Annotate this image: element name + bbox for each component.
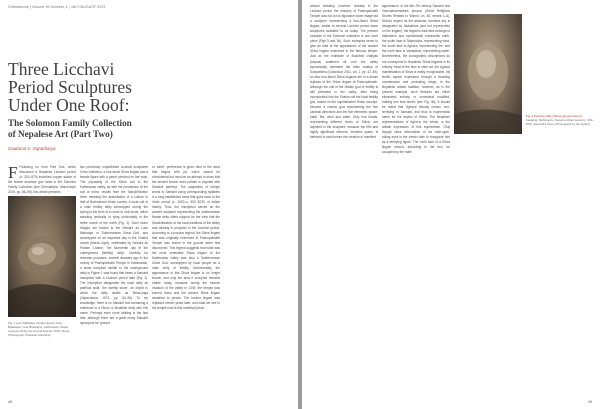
left-page xyxy=(0,0,298,409)
fig2-caption xyxy=(526,114,594,126)
left-column-2: two previously unpublished Licchavi sculptures in the collection, a four-faced Shiva lingam and a female figure with a parrot perched on her wrist. The popularity of the Shiva cult in the Kathmandu valley, as with the prevalence of the cult of Indra, results from the Sanskritization there meaning the assimilation of a culture to that of Brahminical Hindu society. A local cult of a male fertility deity worshipped during the spring in the form of a round or oval stone, either standing vertically or lying horizontally in the fertile womb of the earth (Fig. 1). Such stone images are known to the Newars as Luku Mahadya, or 'Subterranean Great God', and worshipped on an important day in the Chaitra month (March–April), celebrated by Newars as Paham Chahre, 'the fourteenth day of the underground (fertility) deity'. Usefully for research purposes, several decades ago in the vicinity of Pashupatinath Temple in Kathmandu, a stone sculpture similar to the underground deity in Figure 1 was found that bears a Sanskrit inscription with a Licchavi period date (Fig. 2). The inscription designates the local deity as parthiva shila, 'the earthly stone', an object in which the deity dwells as Shiva-linga (Vajracharya, 1973, pp. 54–55). To my knowledge, there is no Sanskrit text containing a reference to a Hindu or Buddhist deity with this name. Perhaps even more striking is the fact that, although there are a great many Sanskrit synonyms for 'ground' xyxy=(80,165,148,326)
left-column-1 xyxy=(8,165,76,195)
intro-paragraph: Following on from Part One, which discussed a Nepalese Licchavi period (c. 300–879) inscribed copper statue of the Newar ancestor god Indra in the Solomon Family Collection (see Orientations, March/April 2019, pp. 86–95), this article presents xyxy=(8,165,76,195)
fig2-photo-parthiva-shila xyxy=(454,14,522,134)
right-page xyxy=(302,0,600,409)
running-head: Orientations | Volume 50 Number 4 | JULY/AUGUST 2019 xyxy=(8,5,106,9)
fig2-caption-title: Fig. 2 Parthiva shila ('Shiva (ground stone)') xyxy=(526,114,583,118)
author-byline[interactable]: Gautama V. Vajracharya xyxy=(8,146,56,151)
stone-image-icon xyxy=(8,196,76,317)
article-title: Three Licchavi Period Sculptures Under One Roof: xyxy=(8,59,132,115)
right-column-2: appearance. In the 6th–7th century Sanskrit text Vishnudharmottara purana (Great Religious Stories Related to Vishnu; ch. 48, verses 1–6), Shiva's aspect as the absolute, formless sky is designated as Sadashiva (and not represented on the lingam), the lingam's east face belongs to Mahadeva and symbolically represents earth, the south face is Tatpurusha, representing wind, the south face is Aghora, representing fire, and the north face is Vamadeva, representing water. Nevertheless, the iconographic descriptions do not correspond to Nepalese Shiva lingams in its entirety. Most of the time in stem art, the Aghora manifestation of Shiva is easily recognizable, his terrific aspect expressed through a frowning countenance and protruding fangs. In the Nepalese artistic tradition, however, as in the present example, such features are either eliminated entirely or somewhat modified, making him less terrific (see Fig. 3b). It should be noted that 'Aghora' literally means 'non-terrifying' in Sanskrit, and thus is euphemistic name for the aspect of Shiva. The Nepalese representations of Aghora, the sense, is the artistic expression of this euphemism. Only though close observation of his wide-open, rolling eyes is the viewer able to recognize him as a terrifying figure. The north face of a Shiva lingam should, according to the text, be occupied by the male xyxy=(382,4,450,155)
left-column-3: or 'earth', preference is given here to the word that begins with pa, which cannot be coincidental but must be an attempt to show that the ancient Newar word paham is cognate with Sanskrit parthiva. The adaptation of foreign words to Sanskrit using corresponding syllables is a long-established trend that goes back to the Vedic period (c. 1500–c. 500 BCE) of Indian history. Thus, the inscription carved on the ancient sculpture representing the subterranean Newar deity offers support for the view that the Sanskritization of the local traditions of the valley was already in progress in the Licchavi period. According to a popular legend, the Shiva lingam that was originally enshrined in Pashupatinath Temple was buried in the ground when first discovered. This legend suggests that what was the most venerated Shiva lingam of the Kathmandu valley was also a Subterranean Great God, worshipped by local people as a male deity of fertility. Unfortunately the appearance of this Shiva lingam is no longer known, and only the area it occupied remains visible today, because during the Islamic invasion of the valley in 1349, the temple was burned down and the ancient Shiva lingam smashed to pieces. The broken lingam was replaced eleven years later, and what we see in the temple now is this medieval piece. xyxy=(152,165,220,311)
right-column-1-text: Almost certainly, however, already in the Licchavi period the mandiry of Pashupatinath Temple was not a non-figurative stone image but a sculpture representing a four-faced Shiva lingam, similar to several Licchavi period stone sculptures available to us today. The present example in the Solomon collection is one such piece (Figs 3 and 3b). Such examples serve to give an idea of the appearance of the ancient Shiva lingam enshrined in the famous temple. Just as the multitude of Buddhist chaityas (stupas) scattered all over the valley symbolically represent the main chaitya of Svayambhu (Gutschow, 2011, vol. 1, pp. 47–49), so also four-faced Shiva lingams are in a sense replicas of the Shiva lingam at Pashupatinath. Although the cult of the hidden god of fertility is still prevalent in the valley, after being incorporated into the Shaiva cult the local fertility god, based on the sophisticated Hindu concept, became a cosmic god representing the five cardinal directions and the five elements: space, earth, fire, wind and water. Only four heads, representing different forms of Shiva, are depicted in the sculpture, because the fifth and highly significant element, formless space, is believed to exist before the creation of manifest xyxy=(310,4,378,140)
article-subtitle: The Solomon Family Collection of Nepalese Art (Part Two) xyxy=(8,118,132,139)
drop-cap: F xyxy=(8,165,18,182)
fig1-photo-luku-mahadya xyxy=(8,196,76,317)
fig2-caption-body: Kasajhal, Kathmandu, Nepal Licchavi period (c. 300–879), dated 514 Stone (Photograph by the author) xyxy=(526,118,594,127)
fig1-caption: Fig. 1 Luku Mahadya ('Subterranean God') Bhaktapur, near Bhaktapur, Kathmandu, Nepal, exposed during the annual festival, 2019. Stone (Photograph: Prasanth Shrestha) xyxy=(8,321,70,338)
page-number-left: 48 xyxy=(8,400,12,404)
page-number-right: 49 xyxy=(588,400,592,404)
stone-lingam-image-icon xyxy=(454,14,522,134)
